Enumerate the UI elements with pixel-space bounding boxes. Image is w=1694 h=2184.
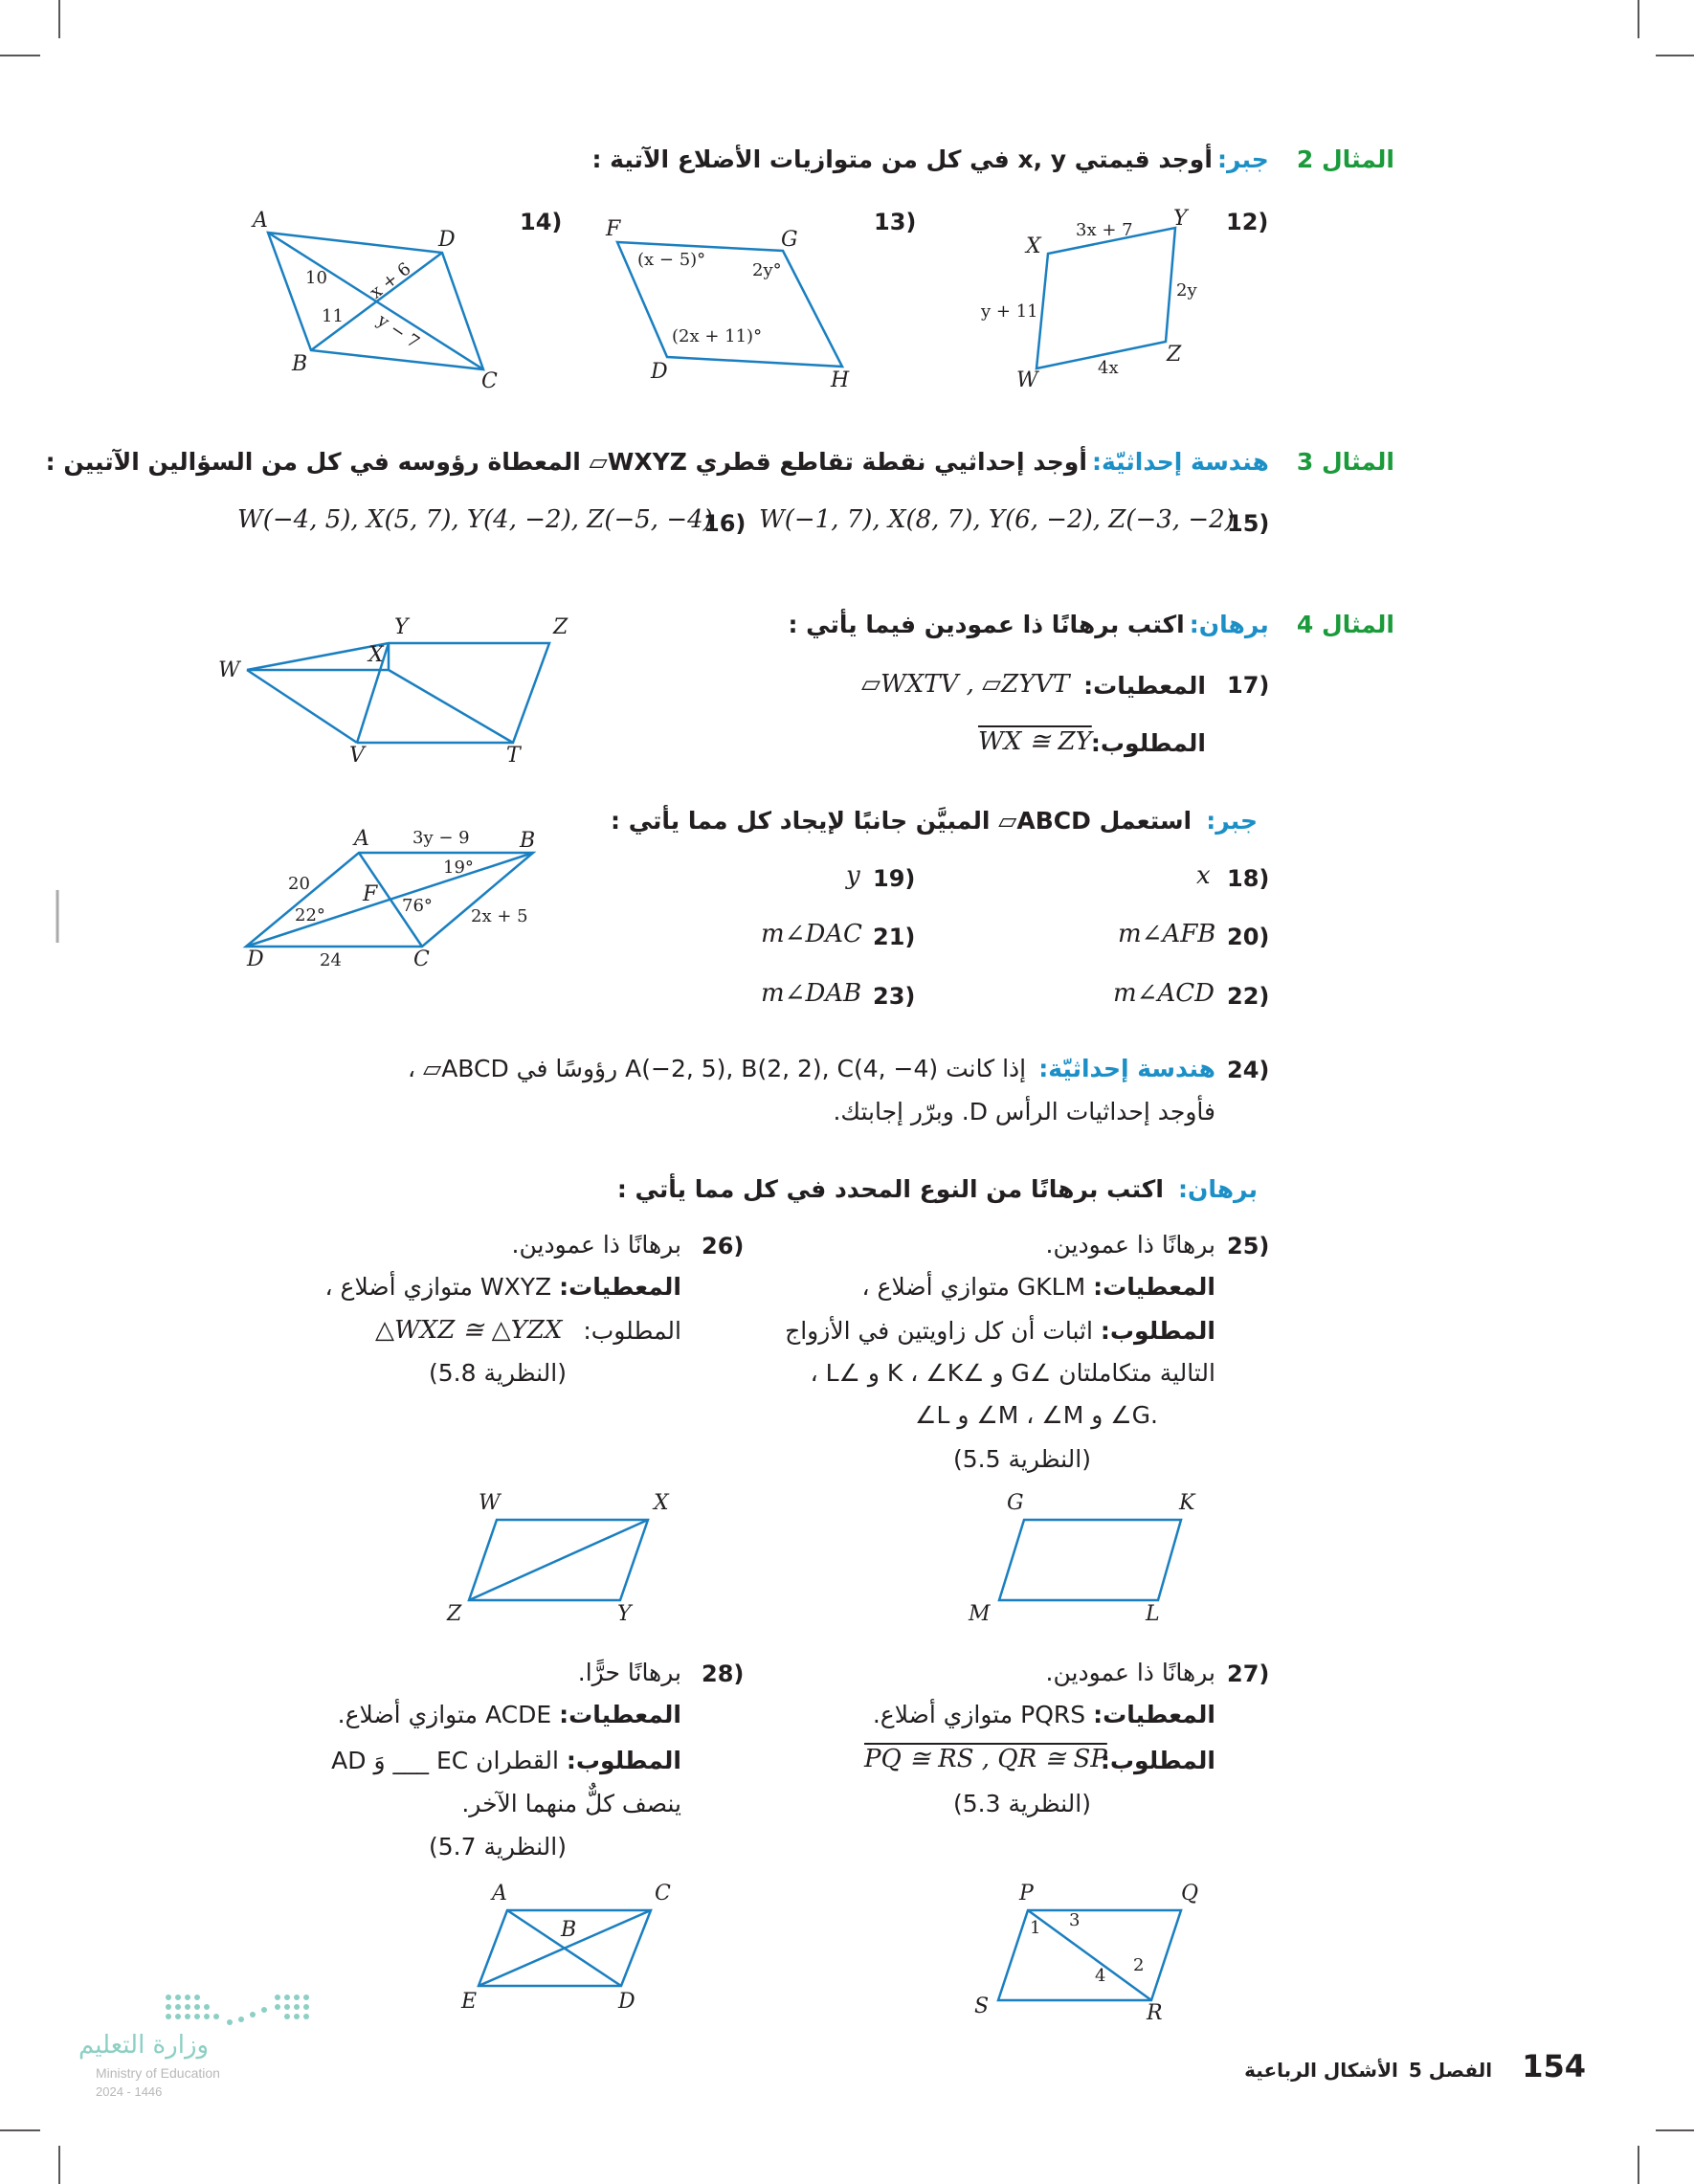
ministry-name-en: Ministry of Education [96, 2065, 220, 2081]
q14-seg-10: 10 [305, 268, 327, 288]
q27-theorem: (النظرية 5.3) [952, 1790, 1091, 1817]
alg-vertex-c: C [413, 947, 430, 971]
given-text: WXYZ متوازي أضلاع ، [324, 1273, 552, 1301]
q17-prove: WX ≅ ZY [978, 727, 1092, 756]
topic-label: جبر: [1217, 145, 1269, 173]
fig28-e: E [461, 1990, 478, 2014]
q12-vertex-w: W [1016, 368, 1038, 392]
q17-number: 17) [1227, 672, 1270, 699]
given-label: المعطيات: [1093, 1701, 1215, 1728]
fig27-angle-4: 4 [1095, 1966, 1106, 1986]
q13-angle-f: (x − 5)° [637, 250, 706, 270]
given-label: المعطيات: [559, 1273, 681, 1301]
alg-angle-76: 76° [402, 896, 433, 916]
q14-seg-y7: y − 7 [373, 310, 423, 353]
fig28-d: D [618, 1990, 635, 2014]
topic-label: برهان: [1178, 1175, 1258, 1203]
instruction: استعمل ABCD▱ المبيَّن جانبًا لإيجاد كل مما يأتي : [611, 807, 1192, 835]
q19-number: 19) [873, 865, 916, 892]
q27-number: 27) [1227, 1660, 1270, 1687]
q19-expr: y [846, 861, 860, 890]
q17-given-label: المعطيات: [1083, 672, 1206, 700]
q16-vertices: W(−4, 5), X(5, 7), Y(4, −2), Z(−5, −4) [237, 505, 713, 534]
fig17-y: Y [394, 615, 409, 639]
given-text: ACDE متوازي أضلاع. [337, 1701, 552, 1728]
q18-number: 18) [1227, 865, 1270, 892]
example-label: المثال 3 [1296, 448, 1394, 476]
q20-number: 20) [1227, 924, 1270, 950]
q21-number: 21) [873, 924, 916, 950]
fig27-angle-1: 1 [1030, 1918, 1041, 1938]
q22-number: 22) [1227, 983, 1270, 1010]
fig28-b: B [561, 1918, 577, 1942]
q26-type: برهانًا ذا عمودين. [511, 1231, 681, 1259]
q28-theorem: (النظرية 5.7) [428, 1833, 567, 1861]
prove-text: القطران EC ___ وَ AD [331, 1747, 559, 1774]
q25-prove-line2: التالية متكاملتان ∠G و ∠K ، ∠K و ∠L ، [810, 1359, 1215, 1387]
instruction: اكتب برهانًا من النوع المحدد في كل مما يأتي : [616, 1175, 1164, 1203]
alg-vertex-b: B [520, 829, 536, 853]
fig27-s: S [974, 1995, 990, 2018]
fig17-x: X [368, 643, 384, 667]
instruction: اكتب برهانًا ذا عمودين فيما يأتي : [788, 611, 1185, 638]
q23-number: 23) [873, 983, 916, 1010]
q27-prove: PQ ≅ RS , QR ≅ SP [864, 1745, 1107, 1773]
q13-vertex-f: F [606, 217, 621, 241]
q26-prove: △WXZ ≅ △YZX [375, 1316, 563, 1345]
q24-line2: فأوجد إحداثيات الرأس D. وبرّر إجابتك. [833, 1098, 1215, 1125]
q12-side-top: 3x + 7 [1076, 220, 1133, 240]
chapter-title: الأشكال الرباعية [1244, 2059, 1398, 2082]
q20-expr: m∠AFB [1118, 920, 1216, 948]
instruction: أوجد إحداثيي نقطة تقاطع قطري WXYZ▱ المعطاة رؤوسه في كل من السؤالين الآتيين : [45, 448, 1087, 476]
alg-angle-22: 22° [295, 905, 325, 925]
q24-text1: إذا كانت A(−2, 5), B(2, 2), C(4, −4) رؤوسًا في ABCD▱ ، [407, 1055, 1027, 1082]
q25-number: 25) [1227, 1233, 1270, 1259]
alg-angle-19: 19° [443, 858, 474, 878]
fig26-w: W [479, 1491, 501, 1515]
alg-side-bottom: 24 [320, 950, 342, 970]
q14-vertex-a: A [253, 209, 268, 233]
q13-angle-d: (2x + 11)° [672, 326, 763, 346]
topic-label: هندسة إحداثيّة: [1092, 448, 1269, 476]
q14-vertex-d: D [438, 228, 456, 252]
page-number: 154 [1522, 2048, 1586, 2084]
topic-label: هندسة إحداثيّة: [1038, 1055, 1215, 1082]
q15-number: 15) [1227, 510, 1270, 537]
q13-vertex-g: G [781, 228, 798, 252]
q14-seg-x6: x + 6 [366, 258, 415, 303]
q26-number: 26) [702, 1233, 745, 1259]
q12-side-bottom: 4x [1098, 358, 1119, 378]
q27-prove-label: المطلوب: [1100, 1747, 1215, 1774]
q12-vertex-y: Y [1173, 207, 1188, 231]
ministry-year: 2024 - 1446 [96, 2084, 163, 2099]
fig27-r: R [1147, 2001, 1163, 2025]
ministry-name-ar: وزارة التعليم [78, 2031, 210, 2060]
fig17-v: V [349, 744, 365, 768]
q14-vertex-b: B [292, 352, 308, 376]
chapter-label: الفصل 5 [1408, 2059, 1493, 2082]
q13-angle-g: 2y° [752, 260, 782, 280]
alg-side-top: 3y − 9 [412, 828, 470, 848]
fig25-g: G [1007, 1491, 1024, 1515]
prove-label: المطلوب: [566, 1747, 681, 1774]
q13-vertex-h: H [831, 368, 850, 392]
prove-label: المطلوب: [1100, 1317, 1215, 1345]
q17-given: ▱WXTV , ▱ZYVT [861, 670, 1070, 699]
fig26-y: Y [617, 1602, 632, 1626]
fig28-c: C [655, 1882, 671, 1905]
q24-number: 24) [1227, 1057, 1270, 1083]
q16-number: 16) [703, 510, 747, 537]
q12-vertex-z: Z [1167, 343, 1182, 367]
q12-vertex-x: X [1026, 234, 1041, 258]
example-label: المثال 2 [1296, 145, 1394, 173]
q14-vertex-c: C [481, 369, 498, 393]
q14-seg-11: 11 [322, 306, 344, 326]
fig25-m: M [969, 1602, 991, 1626]
q18-expr: x [1196, 861, 1211, 890]
q13-vertex-d: D [651, 360, 668, 384]
q28-type: برهانًا حرًّا. [577, 1659, 681, 1686]
given-label: المعطيات: [559, 1701, 681, 1728]
q13-number: 13) [874, 209, 917, 235]
q12-side-left: y + 11 [981, 301, 1038, 322]
q25-type: برهانًا ذا عمودين. [1045, 1231, 1215, 1259]
q23-expr: m∠DAB [761, 979, 862, 1008]
fig25-l: L [1146, 1602, 1160, 1626]
prove-text: اثبات أن كل زاويتين في الأزواج [785, 1317, 1093, 1345]
q25-prove-line3: ∠L و ∠M ، ∠M و ∠G. [915, 1401, 1158, 1429]
q17-prove-label: المطلوب: [1090, 729, 1206, 757]
q26-theorem: (النظرية 5.8) [428, 1359, 567, 1387]
fig27-angle-2: 2 [1133, 1955, 1145, 1975]
q12-side-right: 2y [1176, 280, 1197, 301]
alg-side-left: 20 [288, 874, 310, 894]
fig26-z: Z [447, 1602, 462, 1626]
fig27-q: Q [1181, 1882, 1199, 1905]
given-label: المعطيات: [1093, 1273, 1215, 1301]
alg-side-right: 2x + 5 [471, 906, 528, 926]
q12-number: 12) [1226, 209, 1269, 235]
example-label: المثال 4 [1296, 611, 1394, 638]
fig25-k: K [1179, 1491, 1195, 1515]
fig17-t: T [506, 744, 521, 768]
alg-vertex-a: A [354, 827, 369, 851]
fig28-a: A [492, 1882, 507, 1905]
given-text: PQRS متوازي أضلاع. [872, 1701, 1086, 1728]
alg-vertex-d: D [247, 947, 264, 971]
q26-prove-label: المطلوب: [583, 1317, 681, 1345]
q25-theorem: (النظرية 5.5) [952, 1445, 1091, 1473]
topic-label: برهان: [1189, 611, 1269, 638]
q21-expr: m∠DAC [761, 920, 862, 948]
alg-point-f: F [363, 882, 378, 906]
q15-vertices: W(−1, 7), X(8, 7), Y(6, −2), Z(−3, −2) [759, 505, 1235, 534]
q28-number: 28) [702, 1660, 745, 1687]
q27-type: برهانًا ذا عمودين. [1045, 1659, 1215, 1686]
fig17-w: W [218, 658, 240, 682]
q22-expr: m∠ACD [1113, 979, 1215, 1008]
q14-number: 14) [520, 209, 563, 235]
q28-prove-line2: ينصف كلٌّ منهما الآخر. [461, 1790, 681, 1817]
fig27-p: P [1019, 1882, 1034, 1905]
given-text: GKLM متوازي أضلاع ، [861, 1273, 1086, 1301]
topic-label: جبر: [1206, 807, 1258, 835]
fig26-x: X [654, 1491, 669, 1515]
instruction: أوجد قيمتي x, y في كل من متوازيات الأضلاع الآتية : [591, 145, 1213, 173]
fig17-z: Z [553, 615, 568, 639]
fig27-angle-3: 3 [1069, 1910, 1081, 1930]
